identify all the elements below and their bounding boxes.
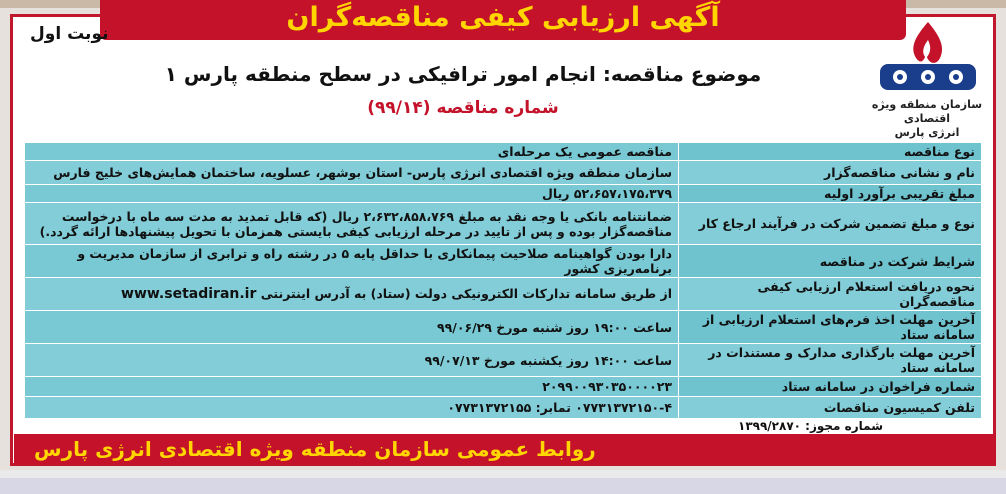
row-value: ضمانتنامه بانکی یا وجه نقد به مبلغ ۲،۶۳۲،۸۵۸،۷۶۹ ریال (که قابل تمدید به مدت سه ماه با درخواست مناقصه‌گزار بوده و پس از تایید در مرحله ارزیابی کیفی بایستی همزمان با تحویل پیشنهادها ارائه گردد.): [25, 203, 679, 245]
ad-title: آگهی ارزیابی کیفی مناقصه‌گران: [286, 2, 720, 33]
table-row: [25, 143, 982, 161]
row-label: نوع مناقصه: [679, 143, 982, 161]
row-label: شرایط شرکت در مناقصه: [679, 245, 982, 278]
row-label: شماره فراخوان در سامانه ستاد: [679, 377, 982, 397]
row-label: آخرین مهلت بارگذاری مدارک و مستندات در سامانه ستاد: [679, 344, 982, 377]
row-value: [25, 278, 679, 311]
table-row: [25, 161, 982, 185]
table-row: [25, 377, 982, 397]
row-label: مبلغ تقریبی برآورد اولیه: [679, 185, 982, 203]
tender-info-table: [24, 142, 982, 419]
round-label: نوبت اول: [30, 24, 109, 44]
row-label: نام و نشانی مناقصه‌گزار: [679, 161, 982, 185]
row-value: ۲۰۹۹۰۰۹۳۰۳۵۰۰۰۰۲۳: [25, 377, 679, 397]
logo-caption-line2: انرژی پارس: [894, 126, 960, 139]
footer-banner: [14, 434, 996, 464]
row-value: دارا بودن گواهینامه صلاحیت پیمانکاری با حداقل پایه ۵ در رشته راه و ترابری از سازمان مدیریت و برنامه‌ریزی کشور: [25, 245, 679, 278]
setadiran-link[interactable]: www.setadiran.ir: [121, 286, 257, 302]
row-value: مناقصه عمومی یک مرحله‌ای: [25, 143, 679, 161]
table-row: [25, 397, 982, 419]
next-page-strip: [0, 478, 1006, 494]
table-row: [25, 203, 982, 245]
logo-caption-line1: سازمان منطقه ویژه اقتصادی: [871, 98, 983, 125]
table-row: [25, 245, 982, 278]
table-row: [25, 185, 982, 203]
header-banner: [100, 0, 906, 40]
table-row: [25, 344, 982, 377]
permit-number: شماره مجوز: ۱۳۹۹/۲۸۷۰: [738, 419, 883, 433]
row-value: سازمان منطقه ویژه اقتصادی انرژی پارس- استان بوشهر، عسلویه، ساختمان همایش‌های خلیج فارس: [25, 161, 679, 185]
row-value: ساعت ۱۹:۰۰ روز شنبه مورخ ۹۹/۰۶/۲۹: [25, 311, 679, 344]
row-value: ۵۲،۶۵۷،۱۷۵،۳۷۹ ریال: [25, 185, 679, 203]
tender-subject: موضوع مناقصه: انجام امور ترافیکی در سطح منطقه پارس ۱: [164, 62, 762, 86]
row-label: تلفن کمیسیون مناقصات: [679, 397, 982, 419]
row-label: آخرین مهلت اخذ فرم‌های استعلام ارزیابی از سامانه ستاد: [679, 311, 982, 344]
table-row: [25, 311, 982, 344]
row-value: ۰۷۷۳۱۳۷۲۱۵۰-۴ تمابر: ۰۷۷۳۱۳۷۲۱۵۵: [25, 397, 679, 419]
row-value-text: از طریق سامانه تدارکات الکترونیکی دولت (ستاد) به آدرس اینترنتی: [260, 286, 672, 301]
row-label: نوع و مبلغ تضمین شرکت در فرآیند ارجاع کار: [679, 203, 982, 245]
table-row: [25, 278, 982, 311]
logo-caption: [862, 98, 992, 140]
footer-text: روابط عمومی سازمان منطقه ویژه اقتصادی انرژی پارس: [34, 437, 596, 461]
page-edge: [0, 470, 1006, 478]
row-label: نحوه دریافت استعلام ارزیابی کیفی مناقصه‌گران: [679, 278, 982, 311]
row-value: ساعت ۱۴:۰۰ روز یکشنبه مورخ ۹۹/۰۷/۱۳: [25, 344, 679, 377]
tender-number: شماره مناقصه (۹۹/۱۴): [367, 98, 559, 118]
